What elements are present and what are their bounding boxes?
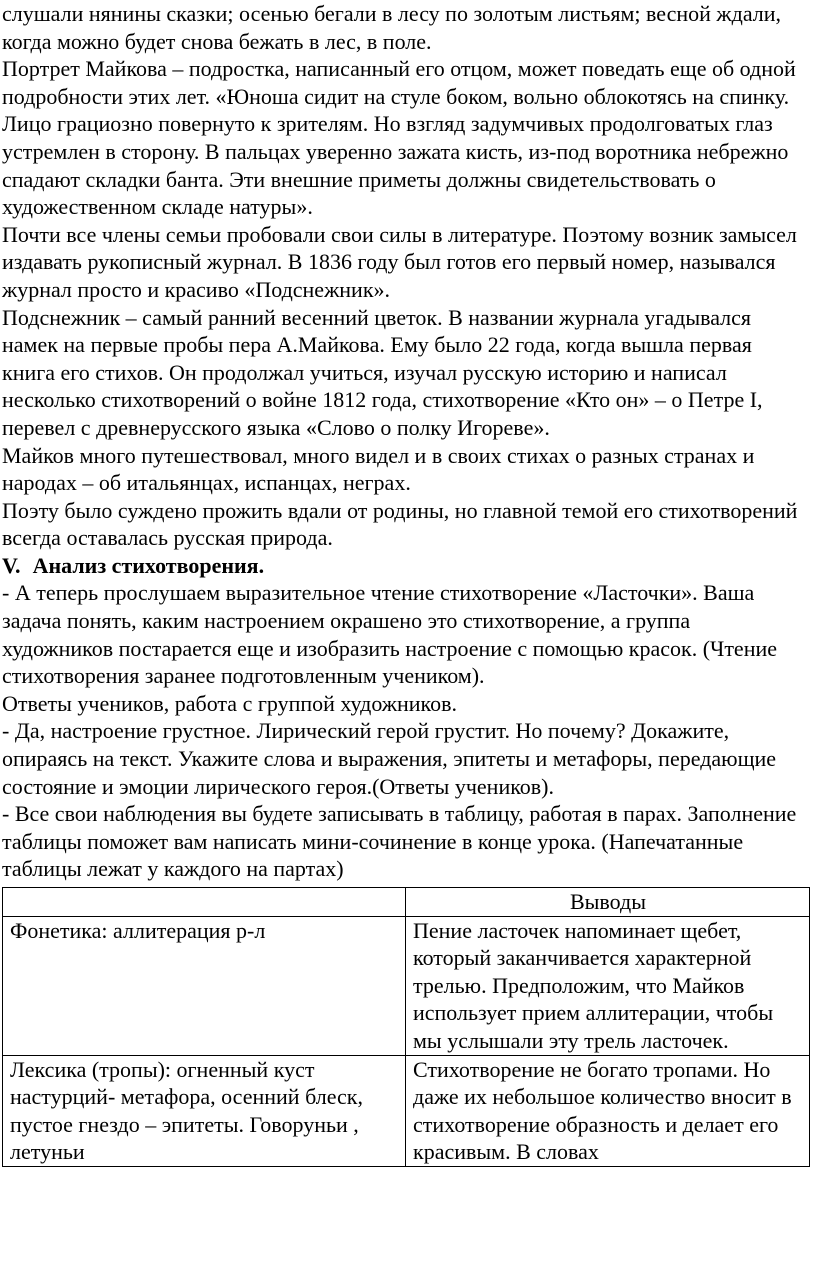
paragraph-student-answers: Ответы учеников, работа с группой художников. bbox=[2, 690, 458, 716]
analysis-table bbox=[2, 887, 810, 1167]
paragraph-table-instruction: - Все свои наблюдения вы будете записывать в таблицу, работая в парах. Заполнение таблицы поможет вам написать мини-сочинение в конце урока. (Напечатанные таблицы лежат у каждого на партах) bbox=[2, 801, 797, 882]
table-header-row bbox=[3, 888, 810, 917]
table-cell-device: Фонетика: аллитерация р-л bbox=[3, 916, 406, 1055]
paragraph-mood-question: - Да, настроение грустное. Лирический герой грустит. Но почему? Докажите, опираясь на текст. Укажите слова и выражения, эпитеты и метафоры, передающие состояние и эмоции лирического героя.(Ответы учеников). bbox=[2, 718, 777, 799]
paragraph-homeland: Поэту было суждено прожить вдали от родины, но главной темой его стихотворений всегда оставалась русская природа. bbox=[2, 497, 798, 551]
section-title: Анализ стихотворения. bbox=[32, 552, 265, 578]
paragraph-family-journal: Почти все члены семьи пробовали свои силы в литературе. Поэтому возник замысел издавать рукописный журнал. В 1836 году был готов его первый номер, назывался журнал просто и красиво «Подснежник». bbox=[2, 221, 797, 302]
paragraph-snowdrop: Подснежник – самый ранний весенний цветок. В названии журнала угадывался намек на первые пробы пера А.Майкова. Ему было 22 года, когда вышла первая книга его стихов. Он продолжал учиться, изучал русскую историю и написал несколько стихотворений о войне 1812 года, стихотворение «Кто он» – о Петре I, перевел с древнерусского языка «Слово о полку Игореве». bbox=[2, 304, 763, 440]
table-cell-conclusion: Пение ласточек напоминает щебет, который заканчивается характерной трелью. Предположим, что Майков использует прием аллитерации, чтобы мы услышали эту трель ласточек. bbox=[406, 916, 810, 1055]
paragraph-listen-instruction: - А теперь прослушаем выразительное чтение стихотворение «Ласточки». Ваша задача понять, каким настроением окрашено это стихотворение, а группа художников постарается еще и изобразить настроение с помощью красок. (Чтение стихотворения заранее подготовленным учеником). bbox=[2, 580, 778, 689]
table-header-cell-conclusions: Выводы bbox=[406, 888, 810, 917]
section-heading bbox=[0, 552, 816, 580]
table-cell-device: Лексика (тропы): огненный куст настурций- метафора, осенний блеск, пустое гнездо – эпитеты. Говоруньи , летуньи bbox=[3, 1055, 406, 1166]
section-number: V. bbox=[2, 552, 21, 578]
table-header-cell-empty bbox=[3, 888, 406, 917]
table-cell-conclusion: Стихотворение не богато тропами. Но даже их небольшое количество вносит в стихотворение образность и делает его красивым. В словах bbox=[406, 1055, 810, 1166]
paragraph-travels: Майков много путешествовал, много видел и в своих стихах о разных странах и народах – об итальянцах, испанцах, неграх. bbox=[2, 442, 755, 496]
table-row bbox=[3, 1055, 810, 1166]
table-row bbox=[3, 916, 810, 1055]
paragraph-childhood: слушали нянины сказки; осенью бегали в лесу по золотым листьям; весной ждали, когда можно будет снова бежать в лес, в поле. bbox=[2, 1, 782, 54]
paragraph-portrait: Портрет Майкова – подростка, написанный его отцом, может поведать еще об одной подробности этих лет. «Юноша сидит на стуле боком, вольно облокотясь на спинку. Лицо грациозно повернуто к зрителям. Но взгляд задумчивых продолговатых глаз устремлен в сторону. В пальцах уверенно зажата кисть, из-под воротника небрежно спадают складки банта. Эти внешние приметы должны свидетельствовать о художественном складе натуры». bbox=[2, 56, 796, 220]
